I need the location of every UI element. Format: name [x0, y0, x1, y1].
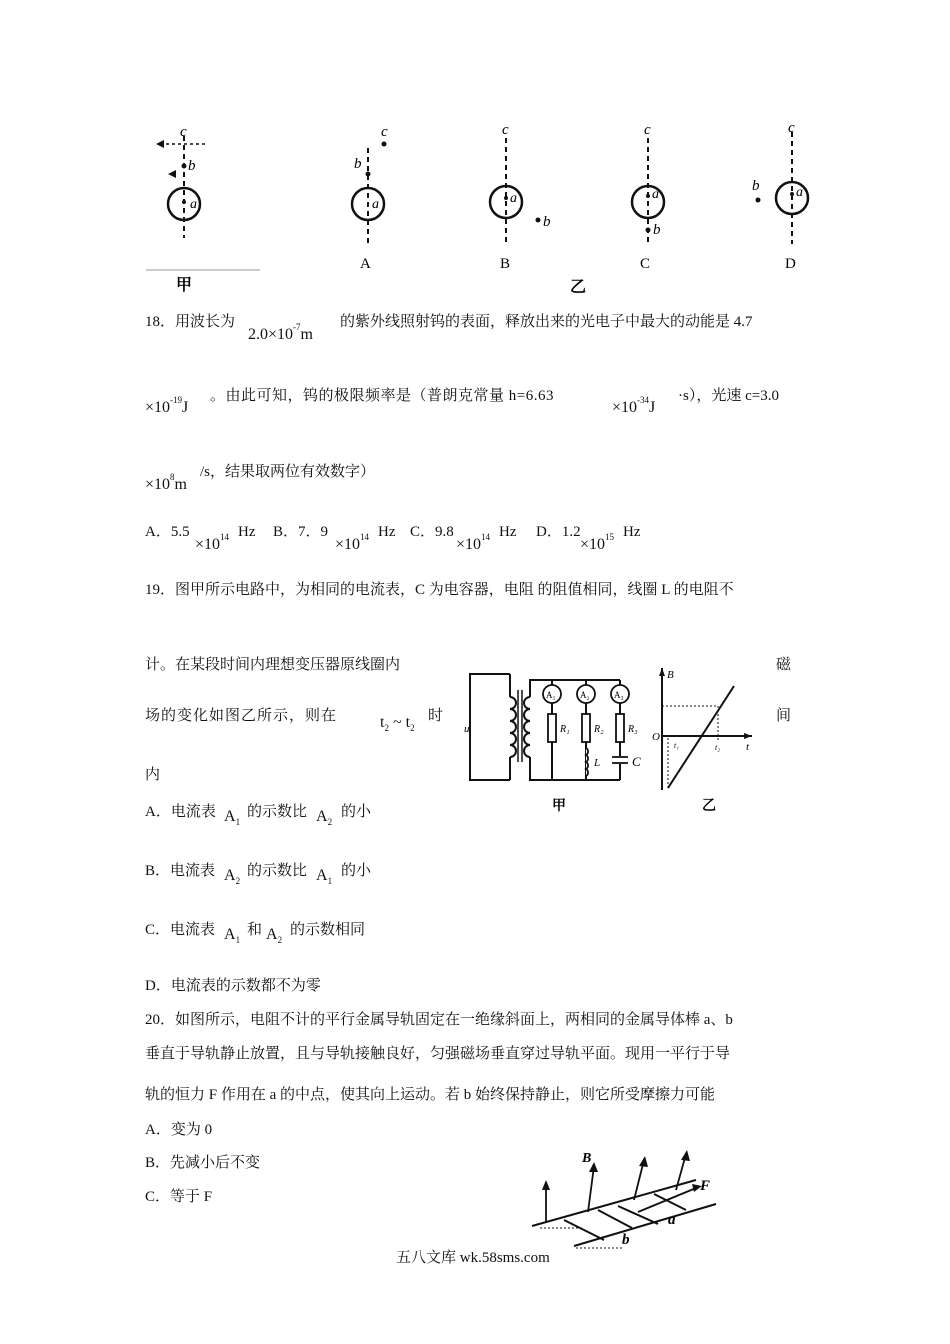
q20-option-b[interactable]: B．先减小后不变 [145, 1155, 261, 1171]
q18-line2-text: 。由此可知，钨的极限频率是（普朗克常量 h=6.63 [210, 388, 554, 404]
svg-text:c: c [788, 120, 795, 136]
q18-light-speed: $\times 10^8m$ [145, 472, 187, 493]
svg-text:u: u [464, 723, 470, 735]
q19-option-d[interactable]: D．电流表的示数都不为零 [145, 978, 321, 994]
q18-line1-prefix: 18．用波长为 [145, 314, 236, 330]
option-label-d: D [785, 256, 796, 272]
figure-q20-rails [526, 1140, 726, 1255]
svg-text:B: B [667, 669, 674, 681]
svg-text:t: t [746, 741, 750, 753]
q19-line4: 内 [145, 767, 161, 783]
q18-wavelength: $2.0\times 10^{-7}m$ [248, 322, 313, 343]
q18-line1-suffix: 的紫外线照射钨的表面，释放出来的光电子中最大的动能是 4.7 [340, 314, 753, 330]
q19-line3-right: 间 [776, 708, 792, 724]
svg-text:R₂: R₂ [594, 724, 604, 735]
svg-text:b: b [622, 1232, 630, 1248]
svg-text:B: B [582, 1151, 592, 1166]
q18-choice-c[interactable]: C．9.8 [410, 524, 454, 540]
svg-text:C: C [632, 754, 641, 769]
label-yi: 乙 [570, 279, 587, 296]
q18-choice-a[interactable]: A．5.5 [145, 524, 190, 540]
point-label-a: a [190, 197, 197, 212]
q18-energy-exponent: $\times 10^{-19}J$ [145, 395, 189, 416]
svg-text:R₁: R₁ [560, 724, 570, 735]
svg-text:乙: 乙 [702, 799, 716, 814]
q19-line3: 场的变化如图乙所示，则在 [145, 708, 338, 724]
figure-option-d [752, 120, 808, 272]
svg-text:甲: 甲 [552, 799, 566, 814]
svg-text:A₁: A₁ [546, 690, 556, 700]
figure-field-lines [140, 118, 830, 298]
figure-jia [146, 124, 260, 294]
svg-text:t₁: t₁ [674, 741, 680, 750]
svg-text:a: a [796, 185, 803, 200]
option-label-a: A [360, 256, 371, 272]
point-label-c: c [180, 124, 187, 140]
svg-text:c: c [644, 122, 651, 138]
svg-text:A₃: A₃ [614, 690, 624, 700]
svg-text:a: a [652, 187, 659, 202]
svg-text:b: b [653, 222, 661, 238]
figure-option-b [490, 122, 551, 272]
option-label-b: B [500, 256, 511, 272]
figure-option-a [352, 124, 388, 272]
figure-q19-graph [652, 668, 752, 814]
figure-q19-circuit [462, 662, 762, 817]
svg-text:a: a [372, 197, 379, 212]
svg-text:L: L [594, 757, 601, 769]
q20-line3: 轨的恒力 F 作用在 a 的中点，使其向上运动。若 b 始终保持静止，则它所受摩擦力可能 [145, 1087, 716, 1103]
q18-choice-b[interactable]: B．7．9 [273, 524, 329, 540]
q19-option-a[interactable]: A．电流表 [145, 804, 216, 820]
q18-planck: $\times 10^{-34}J$ [612, 395, 656, 416]
point-label-b: b [188, 158, 196, 174]
svg-text:b: b [752, 178, 760, 194]
q18-planck-suffix: ·s），光速 c=3.0 [678, 388, 779, 404]
svg-text:c: c [502, 122, 509, 138]
q19-line3-end: 时 [428, 708, 444, 724]
q19-option-b[interactable]: B．电流表 [145, 863, 216, 879]
q19-line1: 19．图甲所示电路中，为相同的电流表，C 为电容器，电阻 的阻值相同，线圈 L 的电阻不 [145, 582, 734, 598]
q18-choice-d[interactable]: D．1.2 [536, 524, 581, 540]
svg-text:a: a [668, 1212, 676, 1228]
svg-text:c: c [381, 124, 388, 140]
svg-text:A₂: A₂ [580, 690, 590, 700]
q19-line2: 计。在某段时间内理想变压器原线圈内 [145, 657, 401, 673]
svg-text:R₃: R₃ [628, 724, 638, 735]
label-jia: 甲 [176, 277, 193, 294]
q19-time-range: $t_2$ ~ $t_2$ [380, 714, 415, 733]
option-label-c: C [640, 256, 651, 272]
svg-text:t₂: t₂ [715, 743, 721, 752]
q18-line3-suffix: /s，结果取两位有效数字） [200, 464, 376, 480]
q20-line1: 20．如图所示，电阻不计的平行金属导轨固定在一绝缘斜面上，两相同的金属导体棒 a、b [145, 1012, 733, 1028]
svg-text:O: O [652, 731, 660, 743]
figure-option-c [632, 122, 664, 272]
footer-watermark: 五八文库 wk.58sms.com [396, 1250, 550, 1266]
q20-option-c[interactable]: C．等于 F [145, 1189, 213, 1205]
svg-text:b: b [543, 214, 551, 230]
svg-text:b: b [354, 156, 362, 172]
svg-text:a: a [510, 191, 517, 206]
q19-option-c[interactable]: C．电流表 [145, 922, 216, 938]
q19-line2-right: 磁 [776, 657, 792, 673]
q20-line2: 垂直于导轨静止放置，且与导轨接触良好，匀强磁场垂直穿过导轨平面。现用一平行于导 [145, 1046, 731, 1062]
q20-option-a[interactable]: A．变为 0 [145, 1122, 213, 1138]
svg-text:F: F [700, 1178, 711, 1194]
